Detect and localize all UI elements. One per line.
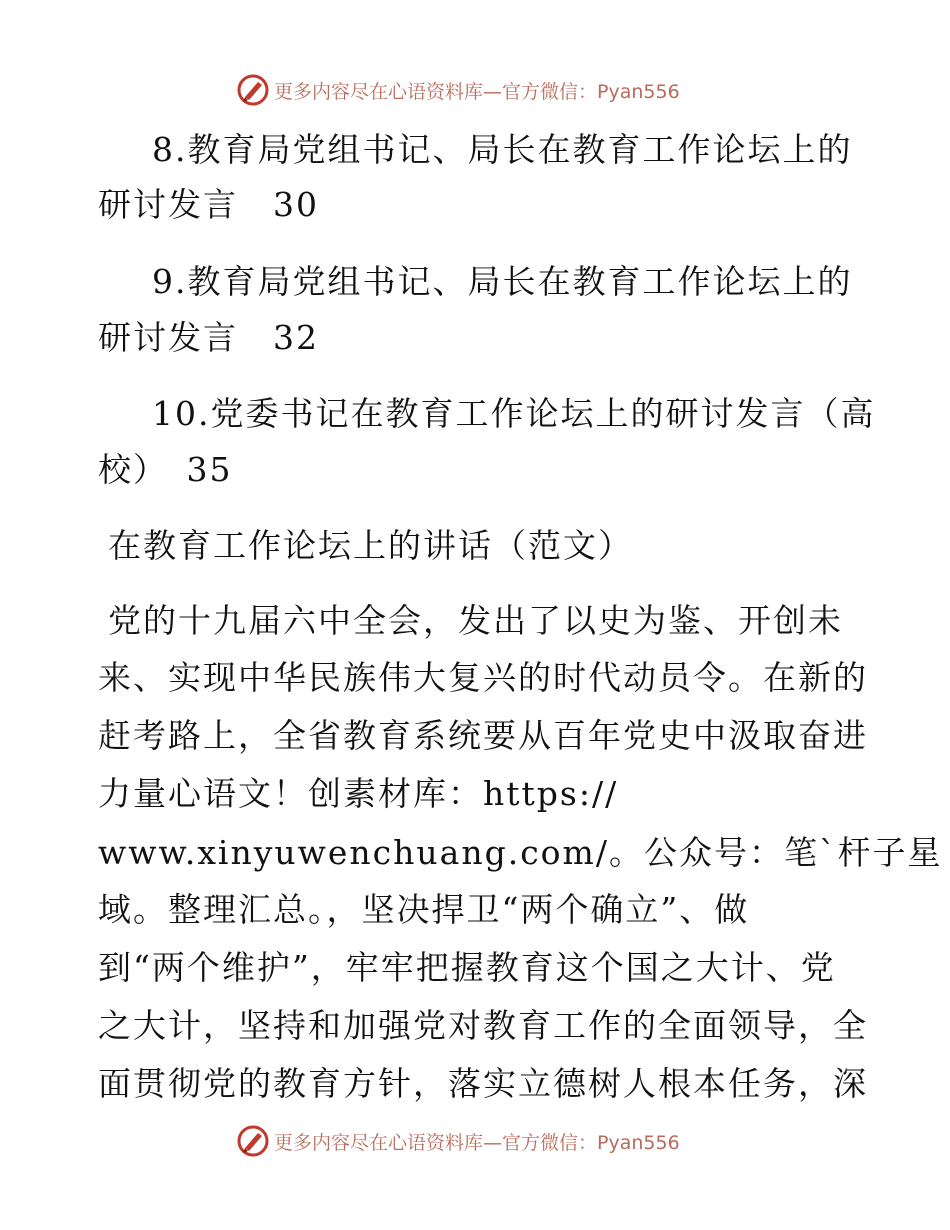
toc-entry-8-line2: 研讨发言 30 xyxy=(98,185,319,224)
footer-banner-text: 更多内容尽在心语资料库—官方微信：Pyan556 xyxy=(274,1131,680,1154)
brand-logo-icon xyxy=(236,73,270,107)
header-banner xyxy=(236,72,716,108)
toc-entry-8-line1: 8.教育局党组书记、局长在教育工作论坛上的 xyxy=(152,130,853,169)
article-line-7: 到“两个维护”，牢牢把握教育这个国之大计、党 xyxy=(98,948,836,987)
toc-entry-9-line1: 9.教育局党组书记、局长在教育工作论坛上的 xyxy=(152,262,853,301)
brand-logo-icon xyxy=(236,1124,270,1158)
footer-banner xyxy=(236,1123,716,1159)
article-line-6: 域。整理汇总。，坚决捍卫“两个确立”、做 xyxy=(98,890,750,929)
article-line-9: 面贯彻党的教育方针，落实立德树人根本任务，深 xyxy=(98,1064,868,1103)
article-line-1: 党的十九届六中全会，发出了以史为鉴、开创未 xyxy=(108,601,843,640)
header-banner-text: 更多内容尽在心语资料库—官方微信：Pyan556 xyxy=(274,80,680,103)
toc-entry-9-line2: 研讨发言 32 xyxy=(98,318,319,357)
article-line-3: 赶考路上，全省教育系统要从百年党史中汲取奋进 xyxy=(98,716,868,755)
toc-entry-10-line1: 10.党委书记在教育工作论坛上的研讨发言（高 xyxy=(152,394,876,433)
article-title: 在教育工作论坛上的讲话（范文） xyxy=(108,526,633,565)
article-line-5: www.xinyuwenchuang.com/。公众号：笔`杆子星 xyxy=(98,833,943,872)
toc-entry-10-line2: 校） 35 xyxy=(98,450,233,489)
article-line-8: 之大计，坚持和加强党对教育工作的全面领导，全 xyxy=(98,1006,868,1045)
article-line-4: 力量心语文！创素材库：https:// xyxy=(98,774,619,813)
article-line-2: 来、实现中华民族伟大复兴的时代动员令。在新的 xyxy=(98,658,868,697)
